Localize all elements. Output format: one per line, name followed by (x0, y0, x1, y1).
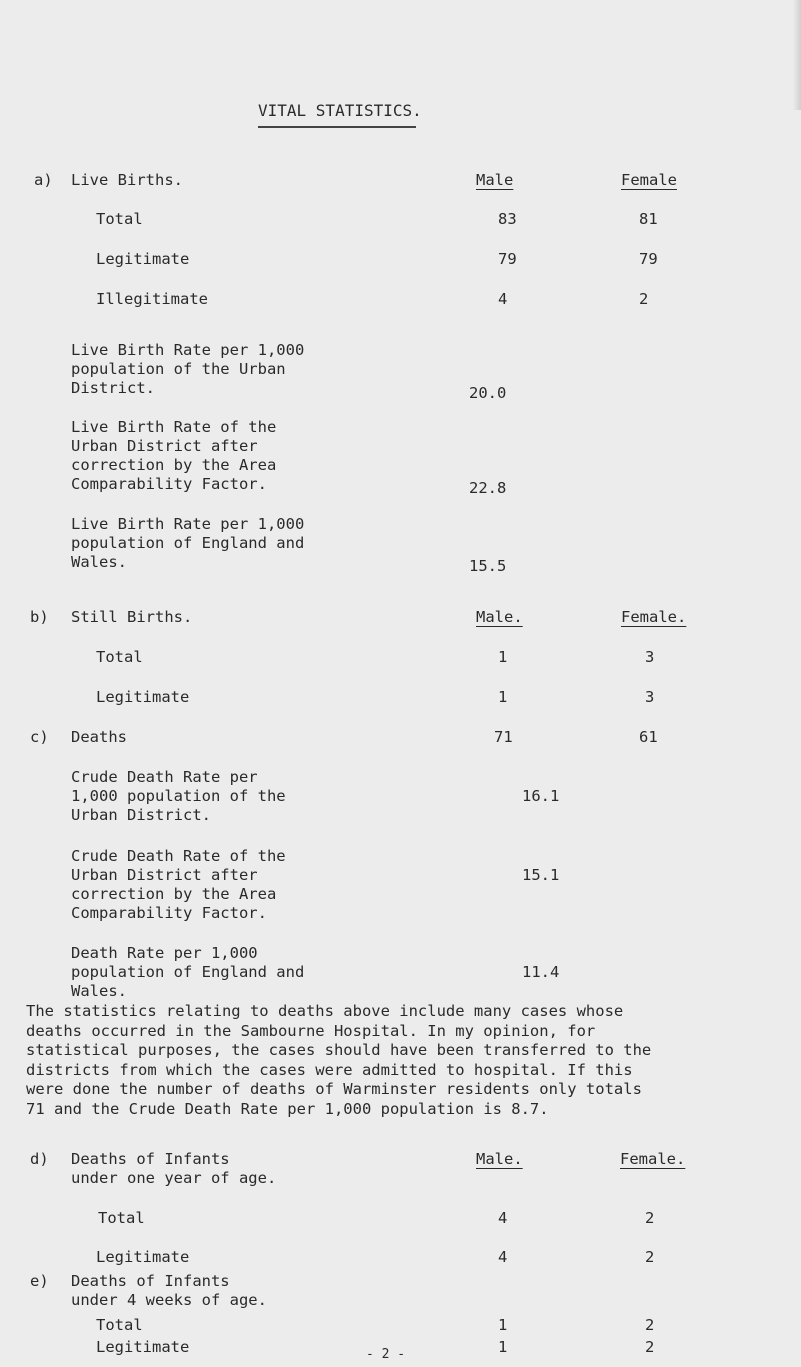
rate-label-line: Comparability Factor. (71, 475, 267, 493)
rate-label-line: Urban District after (71, 866, 258, 884)
deaths-note-paragraph (26, 1002, 796, 1119)
rate-label-line: Wales. (71, 982, 127, 1000)
row-label: Total (96, 648, 143, 666)
section-letter: b) (30, 608, 49, 626)
rate-label-line: Crude Death Rate of the (71, 847, 286, 865)
section-heading-line: under one year of age. (71, 1169, 277, 1187)
female-value: 61 (639, 728, 658, 746)
section-heading: Still Births. (71, 608, 193, 626)
section-letter: c) (30, 728, 49, 746)
rate-value: 20.0 (469, 384, 507, 402)
page-number: - 2 - (366, 1347, 406, 1362)
rate-label-line: Comparability Factor. (71, 904, 267, 922)
female-value: 79 (639, 250, 658, 268)
section-heading-line: Deaths of Infants (71, 1272, 230, 1290)
male-value: 79 (498, 250, 517, 268)
rate-label-line: 1,000 population of the (71, 787, 286, 805)
rate-label-line: population of the Urban (71, 360, 286, 378)
male-value: 83 (498, 210, 517, 228)
rate-label-line: Live Birth Rate per 1,000 (71, 341, 305, 359)
row-label: Illegitimate (96, 290, 208, 308)
male-value: 71 (494, 728, 513, 746)
female-value: 81 (639, 210, 658, 228)
male-value: 1 (498, 688, 508, 706)
section-letter: d) (30, 1150, 49, 1168)
section-letter: a) (34, 171, 53, 189)
title-underline (258, 126, 416, 128)
paragraph-line: deaths occurred in the Sambourne Hospital. In my opinion, for (26, 1021, 596, 1040)
rate-label-line: correction by the Area (71, 456, 277, 474)
female-value: 2 (645, 1248, 655, 1266)
rate-label-line: Live Birth Rate per 1,000 (71, 515, 305, 533)
female-value: 2 (645, 1316, 655, 1334)
male-value: 4 (498, 1209, 508, 1227)
female-value: 2 (639, 290, 649, 308)
male-value: 1 (498, 1338, 508, 1356)
rate-value: 16.1 (522, 787, 560, 805)
female-value: 2 (645, 1338, 655, 1356)
male-value: 1 (498, 1316, 508, 1334)
rate-value: 22.8 (469, 479, 507, 497)
rate-label-line: population of England and (71, 963, 305, 981)
rate-label-line: Crude Death Rate per (71, 768, 258, 786)
rate-value: 15.5 (469, 557, 507, 575)
column-header-male: Male. (476, 1150, 523, 1168)
row-label: Legitimate (96, 250, 190, 268)
section-letter: e) (30, 1272, 49, 1290)
paragraph-line: statistical purposes, the cases should have been transferred to the (26, 1041, 652, 1059)
paragraph-line: districts from which the cases were admitted to hospital. If this (26, 1060, 633, 1079)
male-value: 4 (498, 1248, 508, 1266)
row-label: Legitimate (96, 688, 190, 706)
rate-label-line: District. (71, 379, 155, 397)
row-label: Legitimate (96, 1338, 190, 1356)
row-label: Total (98, 1209, 145, 1227)
column-header-female: Female. (621, 608, 687, 626)
paragraph-line: 71 and the Crude Death Rate per 1,000 population is 8.7. (26, 1099, 549, 1118)
column-header-female: Female. (620, 1150, 686, 1168)
rate-label-line: Urban District. (71, 806, 211, 824)
rate-value: 11.4 (522, 963, 560, 981)
row-label: Total (96, 210, 143, 228)
section-heading: Deaths (71, 728, 127, 746)
male-value: 1 (498, 648, 508, 666)
rate-value: 15.1 (522, 866, 560, 884)
rate-label-line: Wales. (71, 553, 127, 571)
rate-label-line: Live Birth Rate of the (71, 418, 277, 436)
female-value: 2 (645, 1209, 655, 1227)
paragraph-line: were done the number of deaths of Warminster residents only totals (26, 1080, 642, 1098)
column-header-male: Male (476, 171, 514, 189)
section-heading: Live Births. (71, 171, 183, 189)
rate-label-line: correction by the Area (71, 885, 277, 903)
paragraph-line: The statistics relating to deaths above include many cases whose (26, 1002, 624, 1020)
female-value: 3 (645, 648, 655, 666)
row-label: Total (96, 1316, 143, 1334)
female-value: 3 (645, 688, 655, 706)
column-header-female: Female (621, 171, 677, 189)
male-value: 4 (498, 290, 508, 308)
rate-label-line: Urban District after (71, 437, 258, 455)
page-title: VITAL STATISTICS. (258, 101, 422, 120)
rate-label-line: population of England and (71, 534, 305, 552)
scan-edge-shadow (793, 0, 801, 110)
row-label: Legitimate (96, 1248, 190, 1266)
section-heading-line: Deaths of Infants (71, 1150, 230, 1168)
section-heading-line: under 4 weeks of age. (71, 1291, 267, 1309)
column-header-male: Male. (476, 608, 523, 626)
rate-label-line: Death Rate per 1,000 (71, 944, 258, 962)
